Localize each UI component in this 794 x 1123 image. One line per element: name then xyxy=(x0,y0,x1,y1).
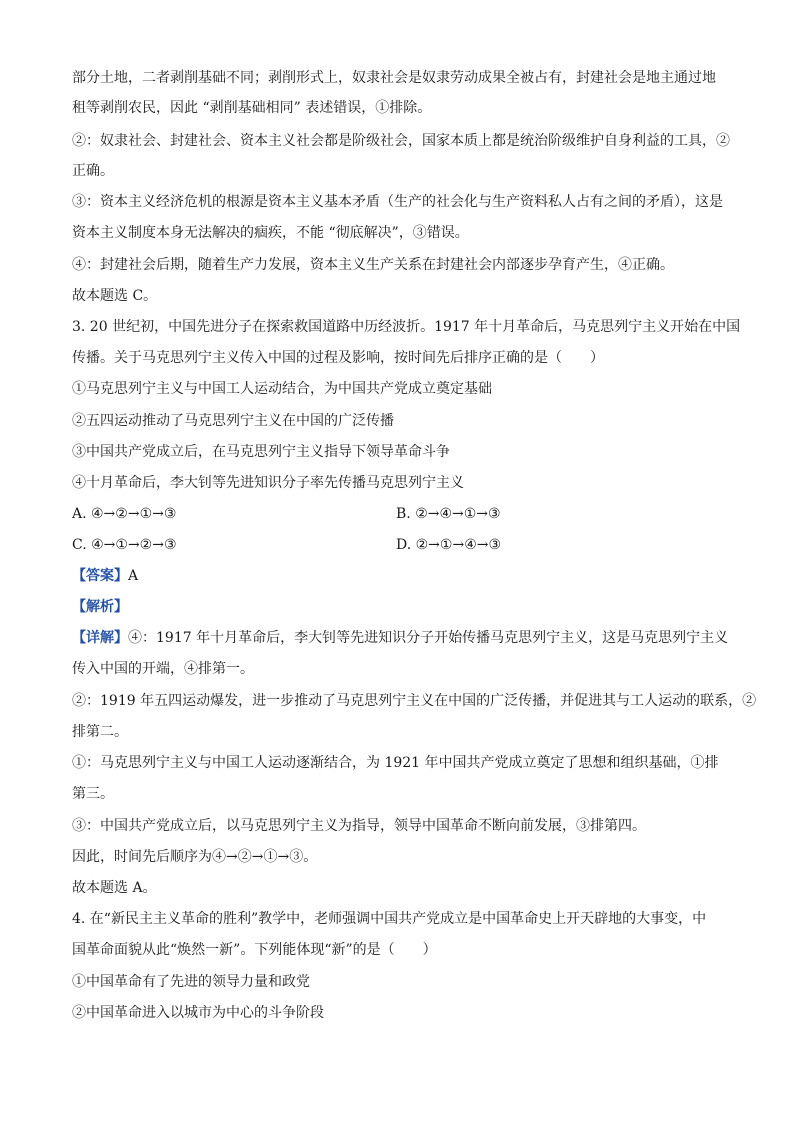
text-line: 故本题选 A。 xyxy=(72,880,157,896)
statement-4: ④十月革命后，李大钊等先进知识分子率先传播马克思列宁主义 xyxy=(72,475,464,491)
analysis-line xyxy=(72,597,128,617)
detail-line xyxy=(72,628,728,648)
text-line: ①：马克思列宁主义与中国工人运动逐渐结合，为 1921 年中国共产党成立奠定了思想和组织基础，①排 xyxy=(72,755,719,771)
text-line: ③：资本主义经济危机的根源是资本主义基本矛盾（生产的社会化与生产资料私人占有之间的矛盾），这是 xyxy=(72,194,723,210)
question-3-stem: 传播。关于马克思列宁主义传入中国的过程及影响，按时间先后排序正确的是（ ） xyxy=(72,350,604,366)
question-4-stem: 4. 在“新民主主义革命的胜利”教学中，老师强调中国共产党成立是中国革命史上开天辟地的大事变，中 xyxy=(72,911,707,927)
text-line: 部分土地，二者剥削基础不同；剥削形式上，奴隶社会是奴隶劳动成果全被占有，封建社会是地主通过地 xyxy=(72,70,716,86)
answer-line xyxy=(72,566,138,586)
text-line: 传入中国的开端，④排第一。 xyxy=(72,661,254,677)
text-line: ②：1919 年五四运动爆发，进一步推动了马克思列宁主义在中国的广泛传播，并促进其与工人运动的联系，② xyxy=(72,693,757,709)
text-line: ②：奴隶社会、封建社会、资本主义社会都是阶级社会，国家本质上都是统治阶级维护自身利益的工具，② xyxy=(72,133,730,149)
statement-1: ①中国革命有了先进的领导力量和政党 xyxy=(72,974,310,990)
text-line: ④：封建社会后期，随着生产力发展，资本主义生产关系在封建社会内部逐步孕育产生，④正确。 xyxy=(72,257,674,273)
option-a: A. ④→②→①→③ xyxy=(72,506,177,522)
detail-tag: 【详解】 xyxy=(72,630,128,646)
statement-2: ②中国革命进入以城市为中心的斗争阶段 xyxy=(72,1005,324,1021)
text-line: 因此，时间先后顺序为④→②→①→③。 xyxy=(72,849,318,865)
analysis-tag: 【解析】 xyxy=(72,599,128,615)
option-c: C. ④→①→②→③ xyxy=(72,537,177,553)
answer-value: A xyxy=(128,568,139,584)
question-3-stem: 3. 20 世纪初，中国先进分子在探索救国道路中历经波折。1917 年十月革命后，马克思列宁主义开始在中国 xyxy=(72,319,741,335)
text-line: 租等剥削农民，因此 “剥削基础相同” 表述错误，①排除。 xyxy=(72,100,432,116)
question-4-stem: 国革命面貌从此“焕然一新”。下列能体现“新”的是（ ） xyxy=(72,942,437,958)
detail-text: ④：1917 年十月革命后，李大钊等先进知识分子开始传播马克思列宁主义，这是马克思列宁主义 xyxy=(128,630,729,646)
answer-tag: 【答案】 xyxy=(72,568,128,584)
option-b: B. ②→④→①→③ xyxy=(396,506,501,522)
statement-1: ①马克思列宁主义与中国工人运动结合，为中国共产党成立奠定基础 xyxy=(72,381,492,397)
statement-3: ③中国共产党成立后，在马克思列宁主义指导下领导革命斗争 xyxy=(72,444,450,460)
option-d: D. ②→①→④→③ xyxy=(396,537,502,553)
statement-2: ②五四运动推动了马克思列宁主义在中国的广泛传播 xyxy=(72,413,394,429)
text-line: 故本题选 C。 xyxy=(72,288,158,304)
text-line: 资本主义制度本身无法解决的痼疾，不能 “彻底解决”，③错误。 xyxy=(72,225,469,241)
text-line: 正确。 xyxy=(72,163,114,179)
text-line: 第三。 xyxy=(72,786,114,802)
text-line: ③：中国共产党成立后，以马克思列宁主义为指导，领导中国革命不断向前发展，③排第四。 xyxy=(72,818,646,834)
text-line: 排第二。 xyxy=(72,724,128,740)
